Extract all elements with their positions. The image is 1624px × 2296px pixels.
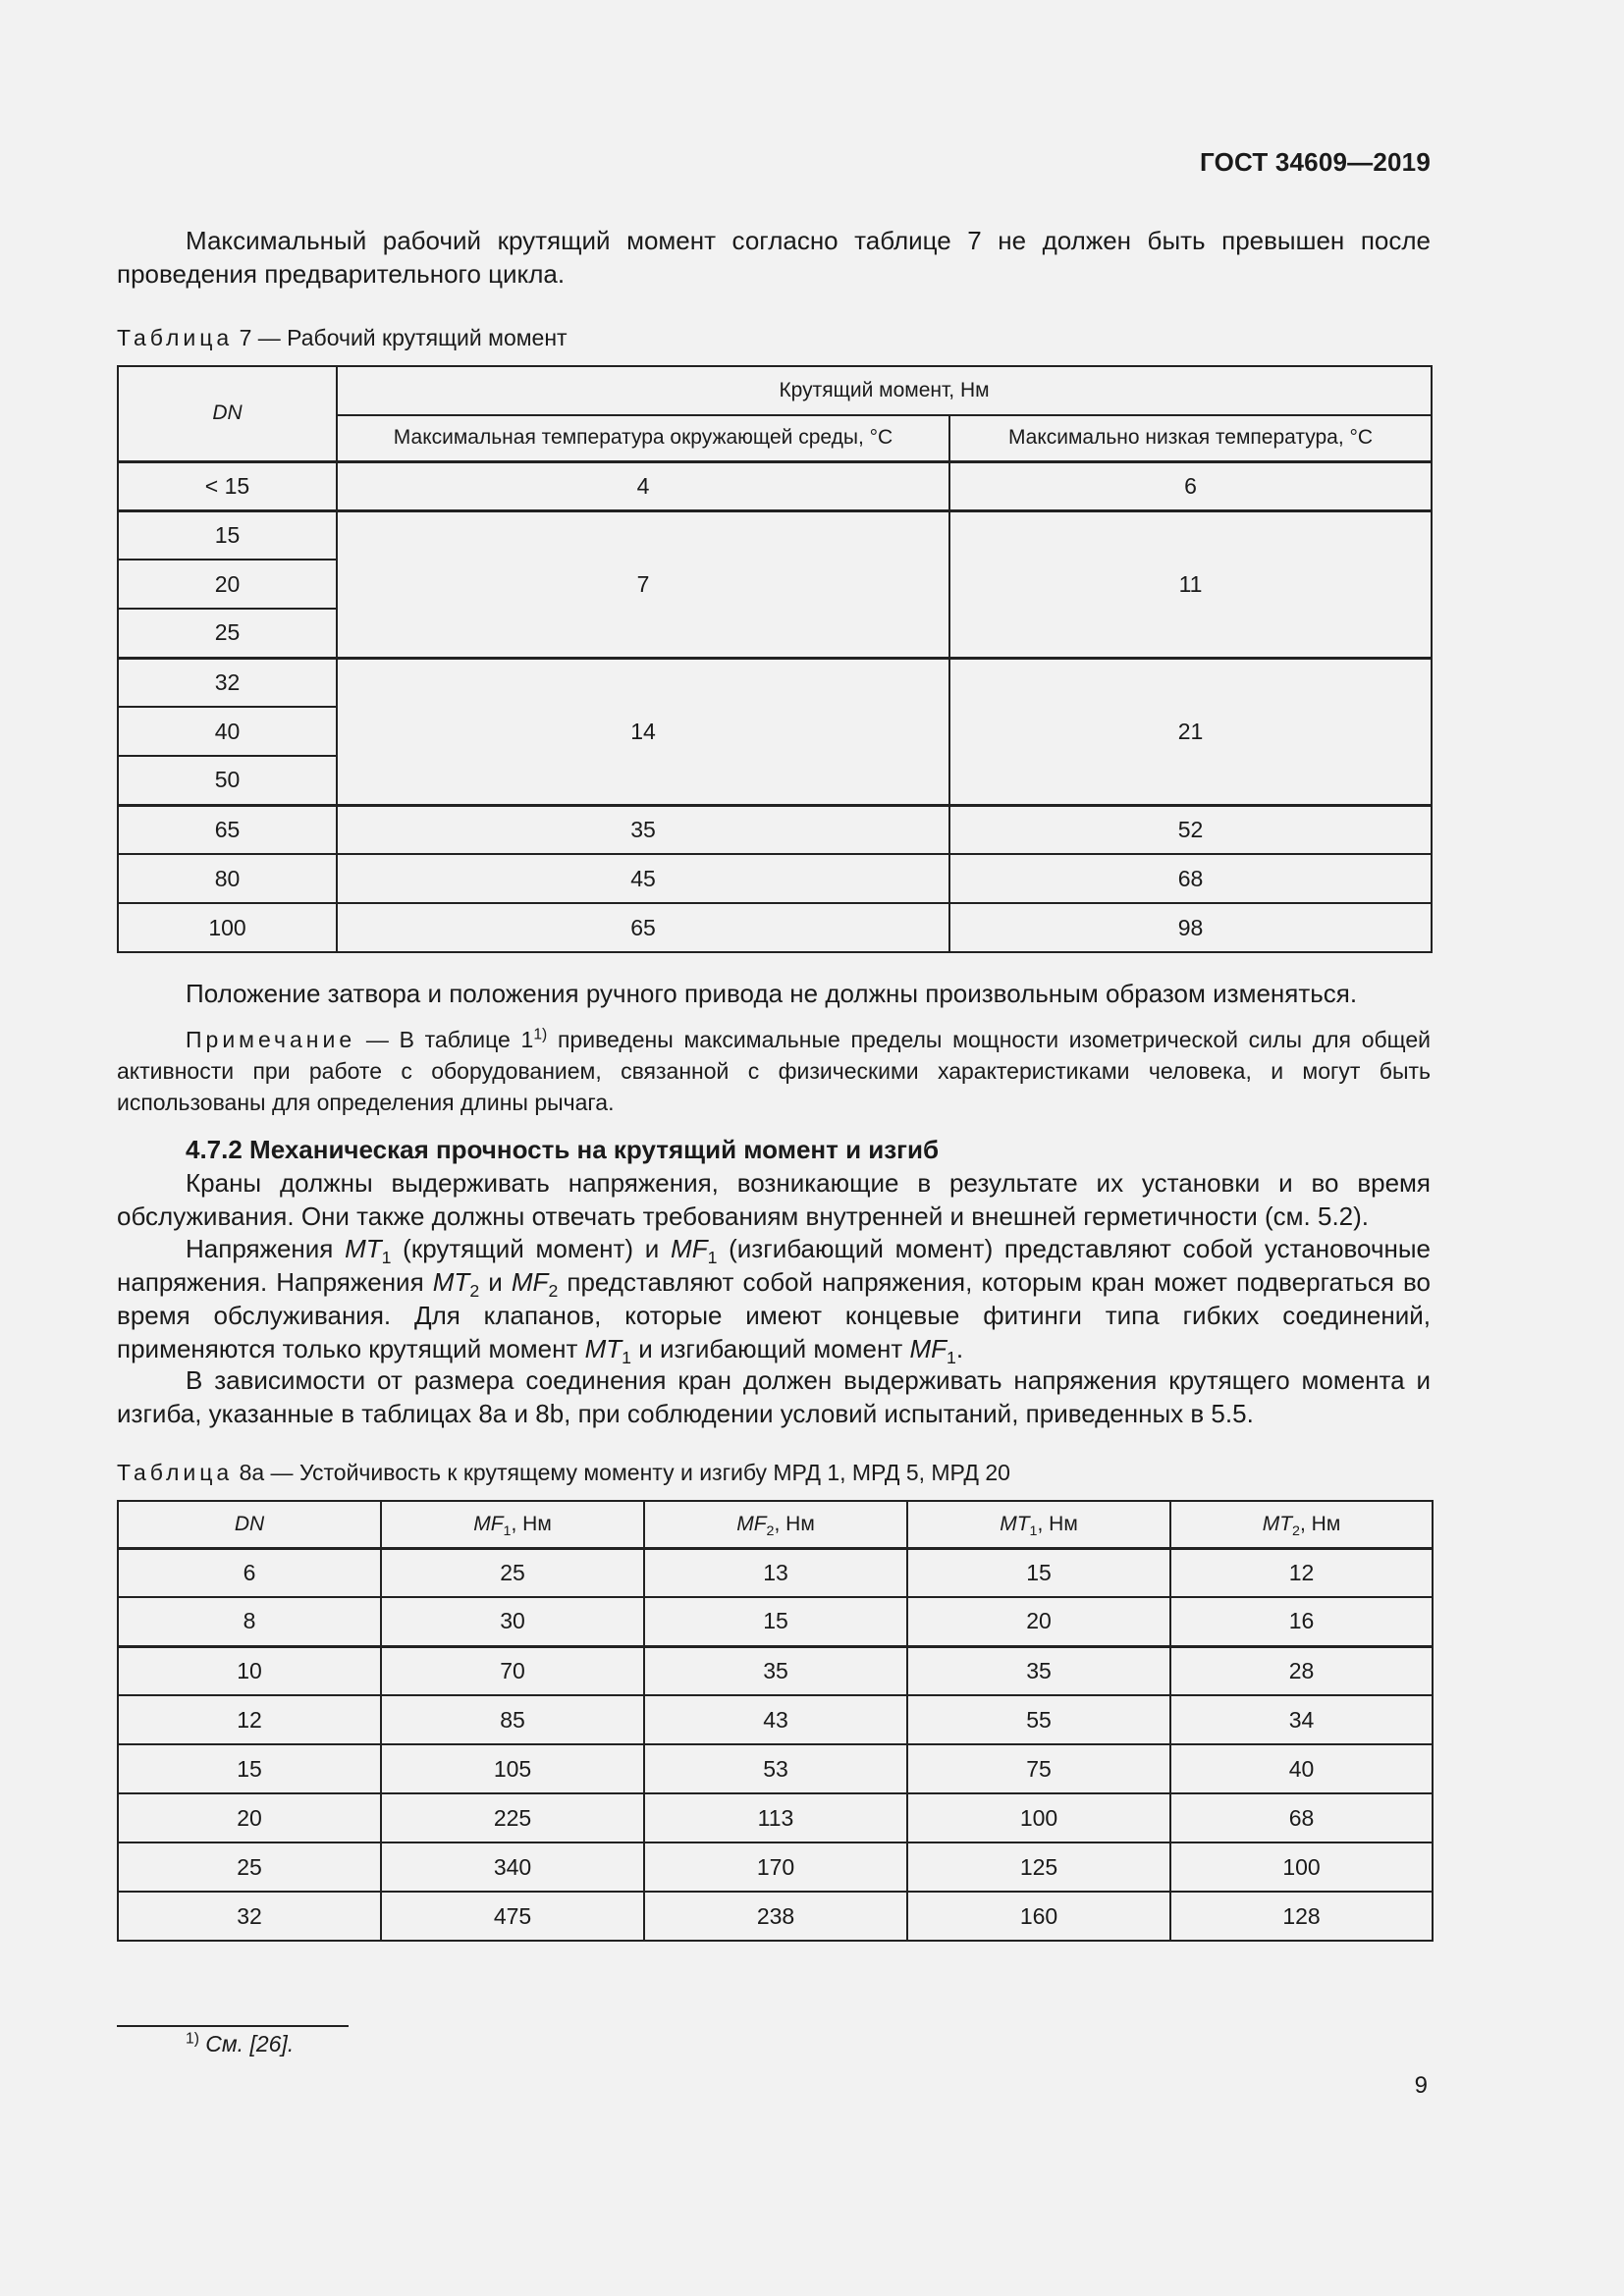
- table7-header-dn: DN: [118, 366, 337, 461]
- table7-cell: 20: [118, 560, 337, 609]
- table7-caption-prefix: Таблица: [117, 325, 234, 350]
- p2-symbol: MT: [432, 1267, 470, 1297]
- footnote-mark: 1): [186, 2030, 199, 2048]
- header-unit: , Нм: [1037, 1512, 1078, 1535]
- table8a-cell: 160: [907, 1892, 1170, 1941]
- table8a-cell: 6: [118, 1548, 381, 1597]
- note-superscript: 1): [533, 1026, 548, 1043]
- p2-symbol: MF: [511, 1267, 549, 1297]
- note-text-after: приведены максимальные пределы мощности изометрической силы для общей активности при работе с оборудованием, связанной с физическими характеристиками человека, и могут быть использованы для определения длины рычага.: [117, 1027, 1431, 1115]
- table8a-body: [118, 1548, 1433, 1941]
- header-sub: 2: [766, 1522, 775, 1539]
- table8a-cell: 105: [381, 1744, 644, 1793]
- table8a-cell: 12: [118, 1695, 381, 1744]
- table8a-cell: 30: [381, 1597, 644, 1646]
- p2-symbol: MF: [909, 1334, 947, 1363]
- table7-cell: 14: [337, 658, 949, 805]
- table-row: [118, 1695, 1433, 1744]
- table8a-cell: 20: [907, 1597, 1170, 1646]
- p2-sub: 1: [947, 1348, 956, 1368]
- table8a-cell: 238: [644, 1892, 907, 1941]
- header-sub: 1: [1029, 1522, 1038, 1539]
- table7-cell: 65: [337, 903, 949, 952]
- table7-cell: 98: [949, 903, 1432, 952]
- table8a-cell: 100: [907, 1793, 1170, 1842]
- p2-text: .: [955, 1334, 964, 1363]
- p2-symbol: MT: [584, 1334, 623, 1363]
- table8a-cell: 55: [907, 1695, 1170, 1744]
- table8a-header-mf1: [381, 1501, 644, 1548]
- page-number: 9: [1414, 2072, 1428, 2099]
- table7-cell: 4: [337, 461, 949, 510]
- table7-cell: 32: [118, 658, 337, 707]
- table8a-cell: 34: [1170, 1695, 1433, 1744]
- table8a-cell: 25: [381, 1548, 644, 1597]
- table8a-caption: [117, 1460, 1010, 1486]
- table7-cell: 7: [337, 510, 949, 658]
- table8a-cell: 10: [118, 1646, 381, 1695]
- p2-symbol: MF: [671, 1234, 708, 1263]
- intro-paragraph: Максимальный рабочий крутящий момент согласно таблице 7 не должен быть превышен после проведения предварительного цикла.: [117, 226, 1431, 289]
- header-symbol: MT: [1000, 1512, 1030, 1535]
- table-row: [118, 1744, 1433, 1793]
- table8a-cell: 125: [907, 1842, 1170, 1892]
- table7: [117, 365, 1433, 953]
- table8a-cell: 40: [1170, 1744, 1433, 1793]
- table8a-cell: 225: [381, 1793, 644, 1842]
- table7-header-group: Крутящий момент, Нм: [337, 366, 1432, 415]
- table8a-cell: 75: [907, 1744, 1170, 1793]
- table-row: [118, 1597, 1433, 1646]
- table-row: [118, 461, 1432, 510]
- table7-cell: 40: [118, 707, 337, 756]
- table7-cell: 100: [118, 903, 337, 952]
- table8a-cell: 53: [644, 1744, 907, 1793]
- table8a-cell: 113: [644, 1793, 907, 1842]
- header-unit: , Нм: [511, 1512, 552, 1535]
- header-unit: , Нм: [1299, 1512, 1341, 1535]
- p2-sub: 1: [707, 1248, 718, 1268]
- table-row: [118, 903, 1432, 952]
- p2-text: Напряжения: [186, 1234, 346, 1263]
- p2-sub: 2: [469, 1281, 480, 1302]
- section-paragraph-3: В зависимости от размера соединения кран должен выдерживать напряжения крутящего момента и изгиба, указанные в таблицах 8а и 8b, при соблюдении условий испытаний, приведенных в 5.5.: [117, 1365, 1431, 1428]
- section-paragraph-1: Краны должны выдерживать напряжения, возникающие в результате их установки и во время обслуживания. Они также должны отвечать требованиям внутренней и внешней герметичности (см. 5.2).: [117, 1168, 1431, 1231]
- table8a-header-dn: DN: [118, 1501, 381, 1548]
- table8a-cell: 85: [381, 1695, 644, 1744]
- p2-text: и изгибающий момент: [631, 1334, 910, 1363]
- table7-cell: 6: [949, 461, 1432, 510]
- table8a-cell: 20: [118, 1793, 381, 1842]
- table8a: [117, 1500, 1434, 1942]
- table8a-caption-rest: 8а — Устойчивость к крутящему моменту и изгибу МРД 1, МРД 5, МРД 20: [239, 1460, 1010, 1485]
- header-symbol: MF: [473, 1512, 504, 1535]
- header-sub: 1: [503, 1522, 512, 1539]
- table7-cell: 15: [118, 510, 337, 560]
- table8a-cell: 35: [907, 1646, 1170, 1695]
- table8a-cell: 43: [644, 1695, 907, 1744]
- footnote-rule: [117, 2025, 349, 2027]
- table8a-caption-prefix: Таблица: [117, 1460, 234, 1485]
- header-symbol: MF: [736, 1512, 767, 1535]
- table8a-cell: 28: [1170, 1646, 1433, 1695]
- footnote: [186, 2031, 294, 2057]
- standard-code: ГОСТ 34609—2019: [1200, 147, 1431, 177]
- table7-cell: 52: [949, 805, 1432, 854]
- header-unit: , Нм: [774, 1512, 815, 1535]
- table-row: [118, 1646, 1433, 1695]
- p2-sub: 1: [622, 1348, 631, 1368]
- table8a-cell: 12: [1170, 1548, 1433, 1597]
- table7-cell: < 15: [118, 461, 337, 510]
- table7-cell: 45: [337, 854, 949, 903]
- p2-sub: 2: [548, 1281, 559, 1302]
- table8a-cell: 475: [381, 1892, 644, 1941]
- table8a-cell: 70: [381, 1646, 644, 1695]
- table8a-cell: 68: [1170, 1793, 1433, 1842]
- table8a-cell: 16: [1170, 1597, 1433, 1646]
- table8a-header-mt1: [907, 1501, 1170, 1548]
- note-paragraph: [117, 1024, 1431, 1118]
- section-paragraph-2: [117, 1232, 1431, 1368]
- table8a-header-mf2: [644, 1501, 907, 1548]
- table-row: [118, 1793, 1433, 1842]
- table8a-cell: 13: [644, 1548, 907, 1597]
- table7-cell: 21: [949, 658, 1432, 805]
- table8a-cell: 15: [644, 1597, 907, 1646]
- table7-cell: 50: [118, 756, 337, 805]
- p2-sub: 1: [381, 1248, 392, 1268]
- table7-cell: 35: [337, 805, 949, 854]
- table7-header-low-temp: Максимально низкая температура, °С: [949, 415, 1432, 461]
- position-paragraph: Положение затвора и положения ручного привода не должны произвольным образом изменяться.: [186, 979, 1358, 1008]
- header-symbol: MT: [1262, 1512, 1293, 1535]
- p2-symbol: MT: [345, 1234, 382, 1263]
- table8a-cell: 32: [118, 1892, 381, 1941]
- table-row: [118, 805, 1432, 854]
- table8a-cell: 340: [381, 1842, 644, 1892]
- table-row: [118, 658, 1432, 707]
- table8a-cell: 35: [644, 1646, 907, 1695]
- table-row: [118, 854, 1432, 903]
- p2-text: и: [479, 1267, 512, 1297]
- table8a-cell: 15: [907, 1548, 1170, 1597]
- table-row: [118, 510, 1432, 560]
- table-row: [118, 1892, 1433, 1941]
- table7-cell: 80: [118, 854, 337, 903]
- table8a-header-mt2: [1170, 1501, 1433, 1548]
- footnote-text: См. [26].: [205, 2031, 295, 2056]
- table-row: [118, 1548, 1433, 1597]
- table7-cell: 65: [118, 805, 337, 854]
- table7-header-max-temp: Максимальная температура окружающей среды, °С: [337, 415, 949, 461]
- table8a-cell: 8: [118, 1597, 381, 1646]
- table7-caption: [117, 325, 568, 351]
- table7-caption-rest: 7 — Рабочий крутящий момент: [239, 325, 568, 350]
- table8a-cell: 25: [118, 1842, 381, 1892]
- table8a-cell: 128: [1170, 1892, 1433, 1941]
- p2-text: представляют собой напряжения, которым кран может подвергаться во время обслуживания. Для клапанов, которые имеют концевые фитинги типа гибких соединений, применяются только крутящий момент: [117, 1267, 1431, 1363]
- table8a-cell: 170: [644, 1842, 907, 1892]
- header-sub: 2: [1292, 1522, 1300, 1539]
- note-label: Примечание: [186, 1027, 356, 1052]
- table7-cell: 11: [949, 510, 1432, 658]
- table7-cell: 25: [118, 609, 337, 658]
- table8a-cell: 100: [1170, 1842, 1433, 1892]
- table8a-cell: 15: [118, 1744, 381, 1793]
- table-row: [118, 1842, 1433, 1892]
- note-text-before: — В таблице 1: [355, 1027, 534, 1052]
- section-heading: 4.7.2 Механическая прочность на крутящий момент и изгиб: [186, 1135, 940, 1164]
- p2-text: (изгибающий момент) представляют собой установочные напряжения. Напряжения: [117, 1234, 1431, 1297]
- table7-cell: 68: [949, 854, 1432, 903]
- p2-text: (крутящий момент) и: [391, 1234, 672, 1263]
